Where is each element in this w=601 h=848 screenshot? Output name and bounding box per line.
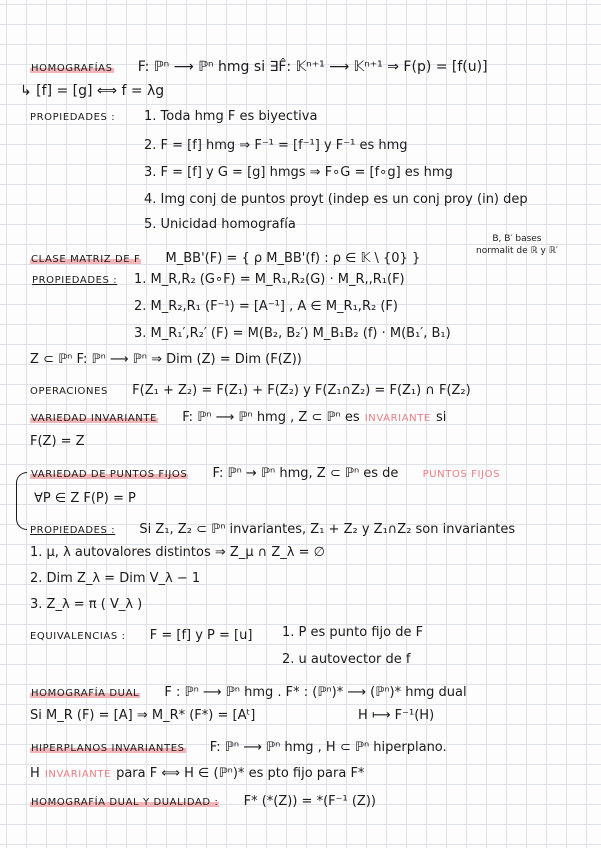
hiperplanos-line-2: [30, 764, 364, 780]
puntos-fijos-text: F: ℙⁿ → ℙⁿ hmg, Z ⊂ ℙⁿ es de: [212, 466, 399, 481]
homografia-dual-matrix: Si M_R (F) = [A] ⇒ M_R* (F*) = [Aᵗ]: [30, 708, 256, 723]
variedad-invariante-heading: VARIEDAD INVARIANTE: [31, 413, 158, 424]
invariante-highlight: INVARIANTE: [364, 413, 431, 424]
puntos-fijos-line: [30, 464, 500, 480]
homografia-dual-map: H ⟼ F⁻¹(H): [358, 708, 435, 723]
propiedad-item: 3. M_R₁′,R₂′ (F) = M(B₂, B₂′) M_B₁B₂ (f) · M(B₁′, B₁): [134, 326, 451, 341]
propiedad-item: 1. M_R,R₂ (G∘F) = M_R₁,R₂(G) · M_R,,R₁(F): [134, 272, 405, 287]
variedad-invariante-tail: si: [435, 410, 447, 425]
hiperplanos-heading: HIPERPLANOS INVARIANTES: [31, 743, 185, 754]
clase-matriz-line: [30, 249, 420, 265]
subspace-dimension: Z ⊂ ℙⁿ F: ℙⁿ ⟶ ℙⁿ ⇒ Dim (Z) = Dim (F(Z)): [30, 352, 302, 367]
homografia-dual-heading: HOMOGRAFÍA DUAL: [31, 688, 140, 699]
puntos-fijos-highlight: PUNTOS FIJOS: [422, 469, 501, 480]
hiperplanos-line-2-text: para F ⟺ H ∈ (ℙⁿ)* es pto fijo para F*: [116, 766, 365, 781]
propiedad-item: 2. F = [f] hmg ⇒ F⁻¹ = [f⁻¹] y F⁻¹ es hmg: [144, 138, 408, 153]
equivalencias-text: F = [f] y P = [u]: [149, 628, 253, 643]
dualidad-heading: HOMOGRAFÍA DUAL Y DUALIDAD :: [31, 797, 219, 808]
hiperplanos-line: [30, 738, 447, 754]
propiedad-item: 5. Unicidad homografía: [144, 217, 296, 232]
operaciones-line: [30, 381, 471, 397]
homografias-line: [30, 58, 488, 74]
propiedades-heading-2: PROPIEDADES :: [32, 275, 118, 286]
clase-matriz-heading: CLASE MATRIZ DE F: [31, 254, 141, 265]
note-bases: B, B′ bases: [492, 234, 542, 244]
propiedades-heading-1: PROPIEDADES :: [30, 112, 116, 123]
clase-matriz-note: [476, 235, 558, 256]
homografias-definition: F: ℙⁿ ⟶ ℙⁿ hmg si ∃F̂: 𝕂ⁿ⁺¹ ⟶ 𝕂ⁿ⁺¹ ⇒ F(p) = [f(u)]: [137, 59, 488, 75]
homografia-dual-line: [30, 683, 467, 699]
propiedad-item: 2. Dim Z_λ = Dim V_λ − 1: [30, 571, 201, 586]
operaciones-heading: OPERACIONES: [30, 386, 108, 397]
propiedad-item: 3. F = [f] y G = [g] hmgs ⇒ F∘G = [f∘g] es hmg: [144, 165, 453, 180]
note-normal: normalit de ℝ y ℝ′: [476, 246, 558, 256]
propiedades-heading-3: PROPIEDADES :: [30, 525, 116, 536]
propiedad-item: 2. M_R₂,R₁ (F⁻¹) = [A⁻¹] , A ∈ M_R₁,R₂ (F): [134, 299, 398, 314]
propiedades-3-line: [30, 520, 515, 536]
clase-matriz-definition: M_BB'(F) = { ρ M_BB'(f) : ρ ∈ 𝕂 \ {0} }: [165, 251, 421, 266]
operaciones-text: F(Z₁ + Z₂) = F(Z₁) + F(Z₂) y F(Z₁∩Z₂) = F(Z₁) ∩ F(Z₂): [132, 383, 471, 398]
equivalencia-item: 2. u autovector de f: [282, 652, 411, 667]
puntos-fijos-heading: VARIEDAD DE PUNTOS FIJOS: [31, 469, 188, 480]
homografia-dual-text: F : ℙⁿ ⟶ ℙⁿ hmg . F* : (ℙⁿ)* ⟶ (ℙⁿ)* hmg dual: [164, 685, 467, 700]
bracket-mark: [16, 472, 27, 530]
equivalencias-line: [30, 626, 252, 642]
hiperplano-h: H: [30, 766, 40, 781]
equivalencia-item: 1. P es punto fijo de F: [282, 625, 424, 640]
variedad-invariante-text: F: ℙⁿ ⟶ ℙⁿ hmg , Z ⊂ ℙⁿ es: [182, 410, 360, 425]
variedad-invariante-cont: F(Z) = Z: [30, 434, 85, 449]
dualidad-line: [30, 792, 376, 808]
propiedad-item: 3. Z_λ = π ( V_λ ): [30, 597, 143, 612]
equivalencias-heading: EQUIVALENCIAS :: [30, 631, 126, 642]
propiedades-3-text: Si Z₁, Z₂ ⊂ ℙⁿ invariantes, Z₁ + Z₂ y Z₁∩Z₂ son invariantes: [139, 522, 516, 537]
dualidad-text: F* (*(Z)) = *(F⁻¹ (Z)): [243, 794, 376, 809]
puntos-fijos-cont: ∀P ∈ Z F(P) = P: [34, 491, 136, 506]
propiedad-item: 1. Toda hmg F es biyectiva: [144, 109, 318, 124]
hiperplanos-text: F: ℙⁿ ⟶ ℙⁿ hmg , H ⊂ ℙⁿ hiperplano.: [209, 740, 447, 755]
hiperplanos-highlight: INVARIANTE: [44, 769, 111, 780]
homografias-equivalence: ↳ [f] = [g] ⟺ f = λg: [20, 83, 165, 99]
variedad-invariante-line: [30, 408, 446, 424]
homografias-heading: HOMOGRAFÍAS: [31, 63, 113, 74]
propiedad-item: 1. μ, λ autovalores distintos ⇒ Z_μ ∩ Z_λ = ∅: [30, 545, 325, 560]
propiedad-item: 4. Img conj de puntos proyt (indep es un conj proy (in) dep: [144, 192, 528, 207]
